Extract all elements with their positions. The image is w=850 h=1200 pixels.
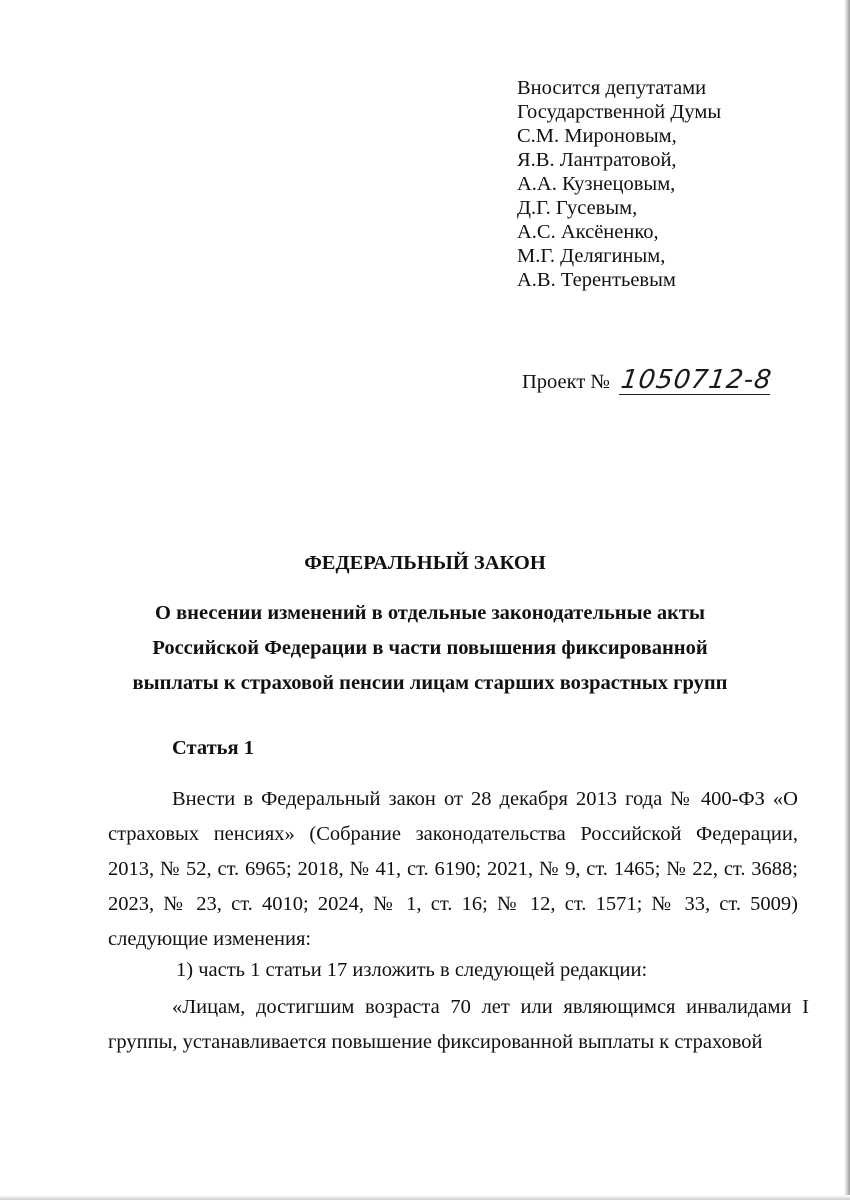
intro-line: А.С. Аксёненко,	[517, 221, 659, 243]
scan-edge-bottom	[0, 1195, 850, 1200]
article-heading: Статья 1	[172, 737, 254, 759]
intro-line: С.М. Мироновым,	[517, 125, 677, 147]
project-number-line	[522, 365, 775, 395]
intro-line: А.В. Терентьевым	[517, 269, 676, 291]
introduced-by-block	[517, 76, 721, 292]
law-subtitle: О внесении изменений в отдельные законодательные акты Российской Федерации в части повышения фиксированной выплаты к страховой пенсии лицам старших возрастных групп	[132, 602, 728, 694]
intro-line: Д.Г. Гусевым,	[517, 197, 638, 219]
project-number-handwritten: 1050712-8	[619, 365, 775, 395]
law-title: ФЕДЕРАЛЬНЫЙ ЗАКОН	[304, 552, 546, 574]
project-label: Проект №	[522, 371, 610, 393]
intro-line: М.Г. Делягиным,	[517, 245, 666, 267]
intro-line: А.А. Кузнецовым,	[517, 173, 676, 195]
scan-edge-right	[844, 0, 850, 1200]
article-item: 1) часть 1 статьи 17 изложить в следующей редакции:	[176, 959, 648, 981]
intro-line: Государственной Думы	[517, 101, 722, 123]
intro-line: Я.В. Лантратовой,	[517, 149, 677, 171]
article-paragraph: Внести в Федеральный закон от 28 декабря 2013 года № 400-ФЗ «О страховых пенсиях» (Собрание законодательства Российской Федерации, 2013, № 52, ст. 6965; 2018, № 41, ст. 6190; 2021, № 9, ст. 1465; № 22, ст. 3688; 2023, № 23, ст. 4010; 2024, № 1, ст. 16; № 12, ст. 1571; № 33, ст. 5009) следующие изменения:	[108, 788, 798, 950]
article-quote-paragraph: «Лицам, достигшим возраста 70 лет или являющимся инвалидами I группы, устанавливается повышение фиксированной выплаты к страховой	[108, 996, 809, 1053]
intro-line: Вносится депутатами	[517, 77, 707, 99]
